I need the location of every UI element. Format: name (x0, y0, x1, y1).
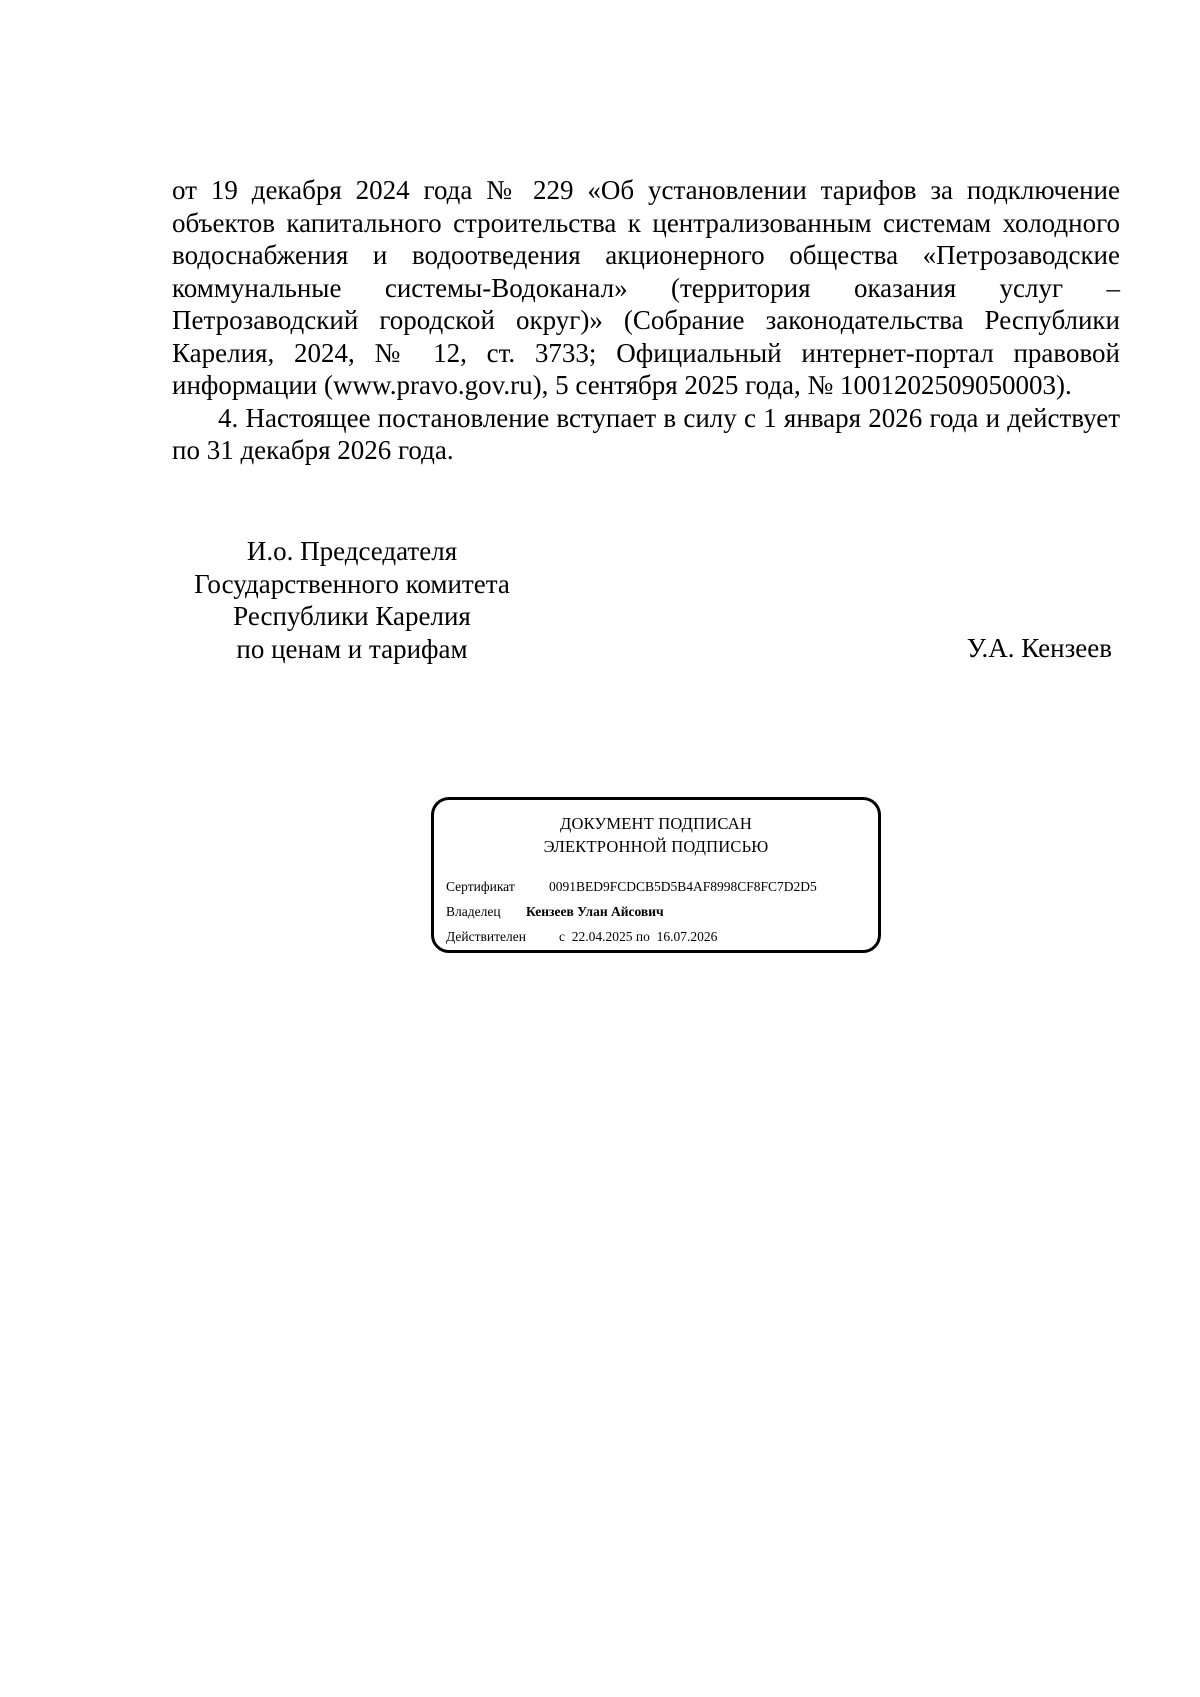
stamp-title-line: ДОКУМЕНТ ПОДПИСАН (560, 814, 752, 833)
stamp-title-line: ЭЛЕКТРОННОЙ ПОДПИСЬЮ (543, 837, 769, 856)
stamp-certificate-label: Сертификат (446, 879, 515, 894)
signatory-position-line: И.о. Председателя (246, 536, 458, 566)
stamp-owner-value: Кензеев Улан Айсович (526, 904, 664, 919)
stamp-title (434, 812, 878, 858)
stamp-certificate-row (446, 878, 817, 896)
signatory-position-line: Республики Карелия (233, 601, 471, 631)
stamp-validity-value: с 22.04.2025 по 16.07.2026 (559, 929, 718, 944)
signatory-position (172, 535, 532, 665)
signatory-position-line: по ценам и тарифам (236, 633, 468, 664)
body-paragraph-1: от 19 декабря 2024 года № 229 «Об установлении тарифов за подключение объектов капитального строительства к централизованным системам холодного водоснабжения и водоотведения акционерного общества «Петрозаводские коммунальные системы-Водоканал» (территория оказания услуг – Петрозаводский городской округ)» (Собрание законодательства Республики Карелия, 2024, № 12, ст. 3733; Официальный интернет-портал правовой информации (www.pravo.gov.ru), 5 сентября 2025 года, № 1001202509050003). (172, 175, 1120, 400)
signatory-name: У.А. Кензеев (966, 633, 1112, 663)
body-paragraph-2: 4. Настоящее постановление вступает в силу с 1 января 2026 года и действует по 31 декабря 2026 года. (172, 402, 1120, 465)
document-body (172, 174, 1120, 467)
electronic-signature-stamp (431, 797, 881, 953)
stamp-certificate-value: 0091BED9FCDCB5D5B4AF8998CF8FC7D2D5 (549, 879, 817, 894)
stamp-owner-label: Владелец (446, 904, 501, 919)
stamp-owner-row (446, 903, 664, 921)
stamp-validity-label: Действителен (446, 929, 526, 944)
signatory-position-line: Государственного комитета (194, 568, 510, 599)
stamp-validity-row (446, 928, 717, 946)
